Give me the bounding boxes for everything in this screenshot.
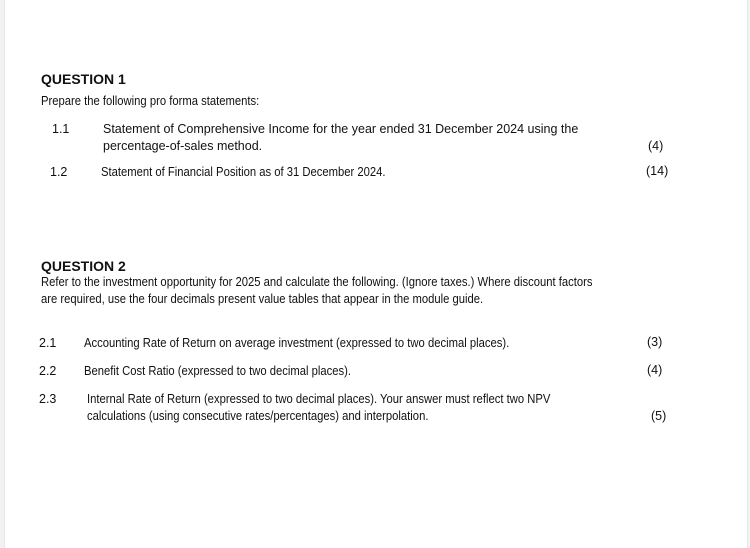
item-number: 2.2 — [39, 364, 57, 378]
item-text-line: calculations (using consecutive rates/percentages) and interpolation. — [87, 409, 429, 423]
question-1-intro: Prepare the following pro forma statements: — [41, 94, 260, 108]
item-text-line: Accounting Rate of Return on average investment (expressed to two decimal places). — [84, 336, 510, 350]
question-2-heading: QUESTION 2 — [41, 258, 126, 274]
item-marks: (4) — [647, 363, 663, 377]
item-text-line: Statement of Financial Position as of 31 December 2024. — [101, 165, 386, 179]
item-text-line: percentage-of-sales method. — [103, 139, 263, 153]
item-number: 2.1 — [39, 336, 57, 350]
document-page — [4, 0, 748, 548]
item-marks: (5) — [651, 409, 667, 423]
item-marks: (3) — [647, 335, 663, 349]
item-marks: (4) — [648, 139, 664, 153]
question-2-intro-line: Refer to the investment opportunity for 2025 and calculate the following. (Ignore taxes.) Where discount factors — [41, 275, 593, 289]
item-text-line: Benefit Cost Ratio (expressed to two decimal places). — [84, 364, 352, 378]
item-marks: (14) — [646, 164, 669, 178]
item-text-line: Internal Rate of Return (expressed to two decimal places). Your answer must reflect two NPV — [87, 392, 551, 406]
item-text-line: Statement of Comprehensive Income for the year ended 31 December 2024 using the — [103, 122, 579, 136]
question-1-heading: QUESTION 1 — [41, 71, 126, 87]
question-2-intro-line: are required, use the four decimals present value tables that appear in the module guide. — [41, 292, 484, 306]
item-number: 2.3 — [39, 392, 57, 406]
item-number: 1.2 — [50, 165, 68, 179]
item-number: 1.1 — [52, 122, 70, 136]
